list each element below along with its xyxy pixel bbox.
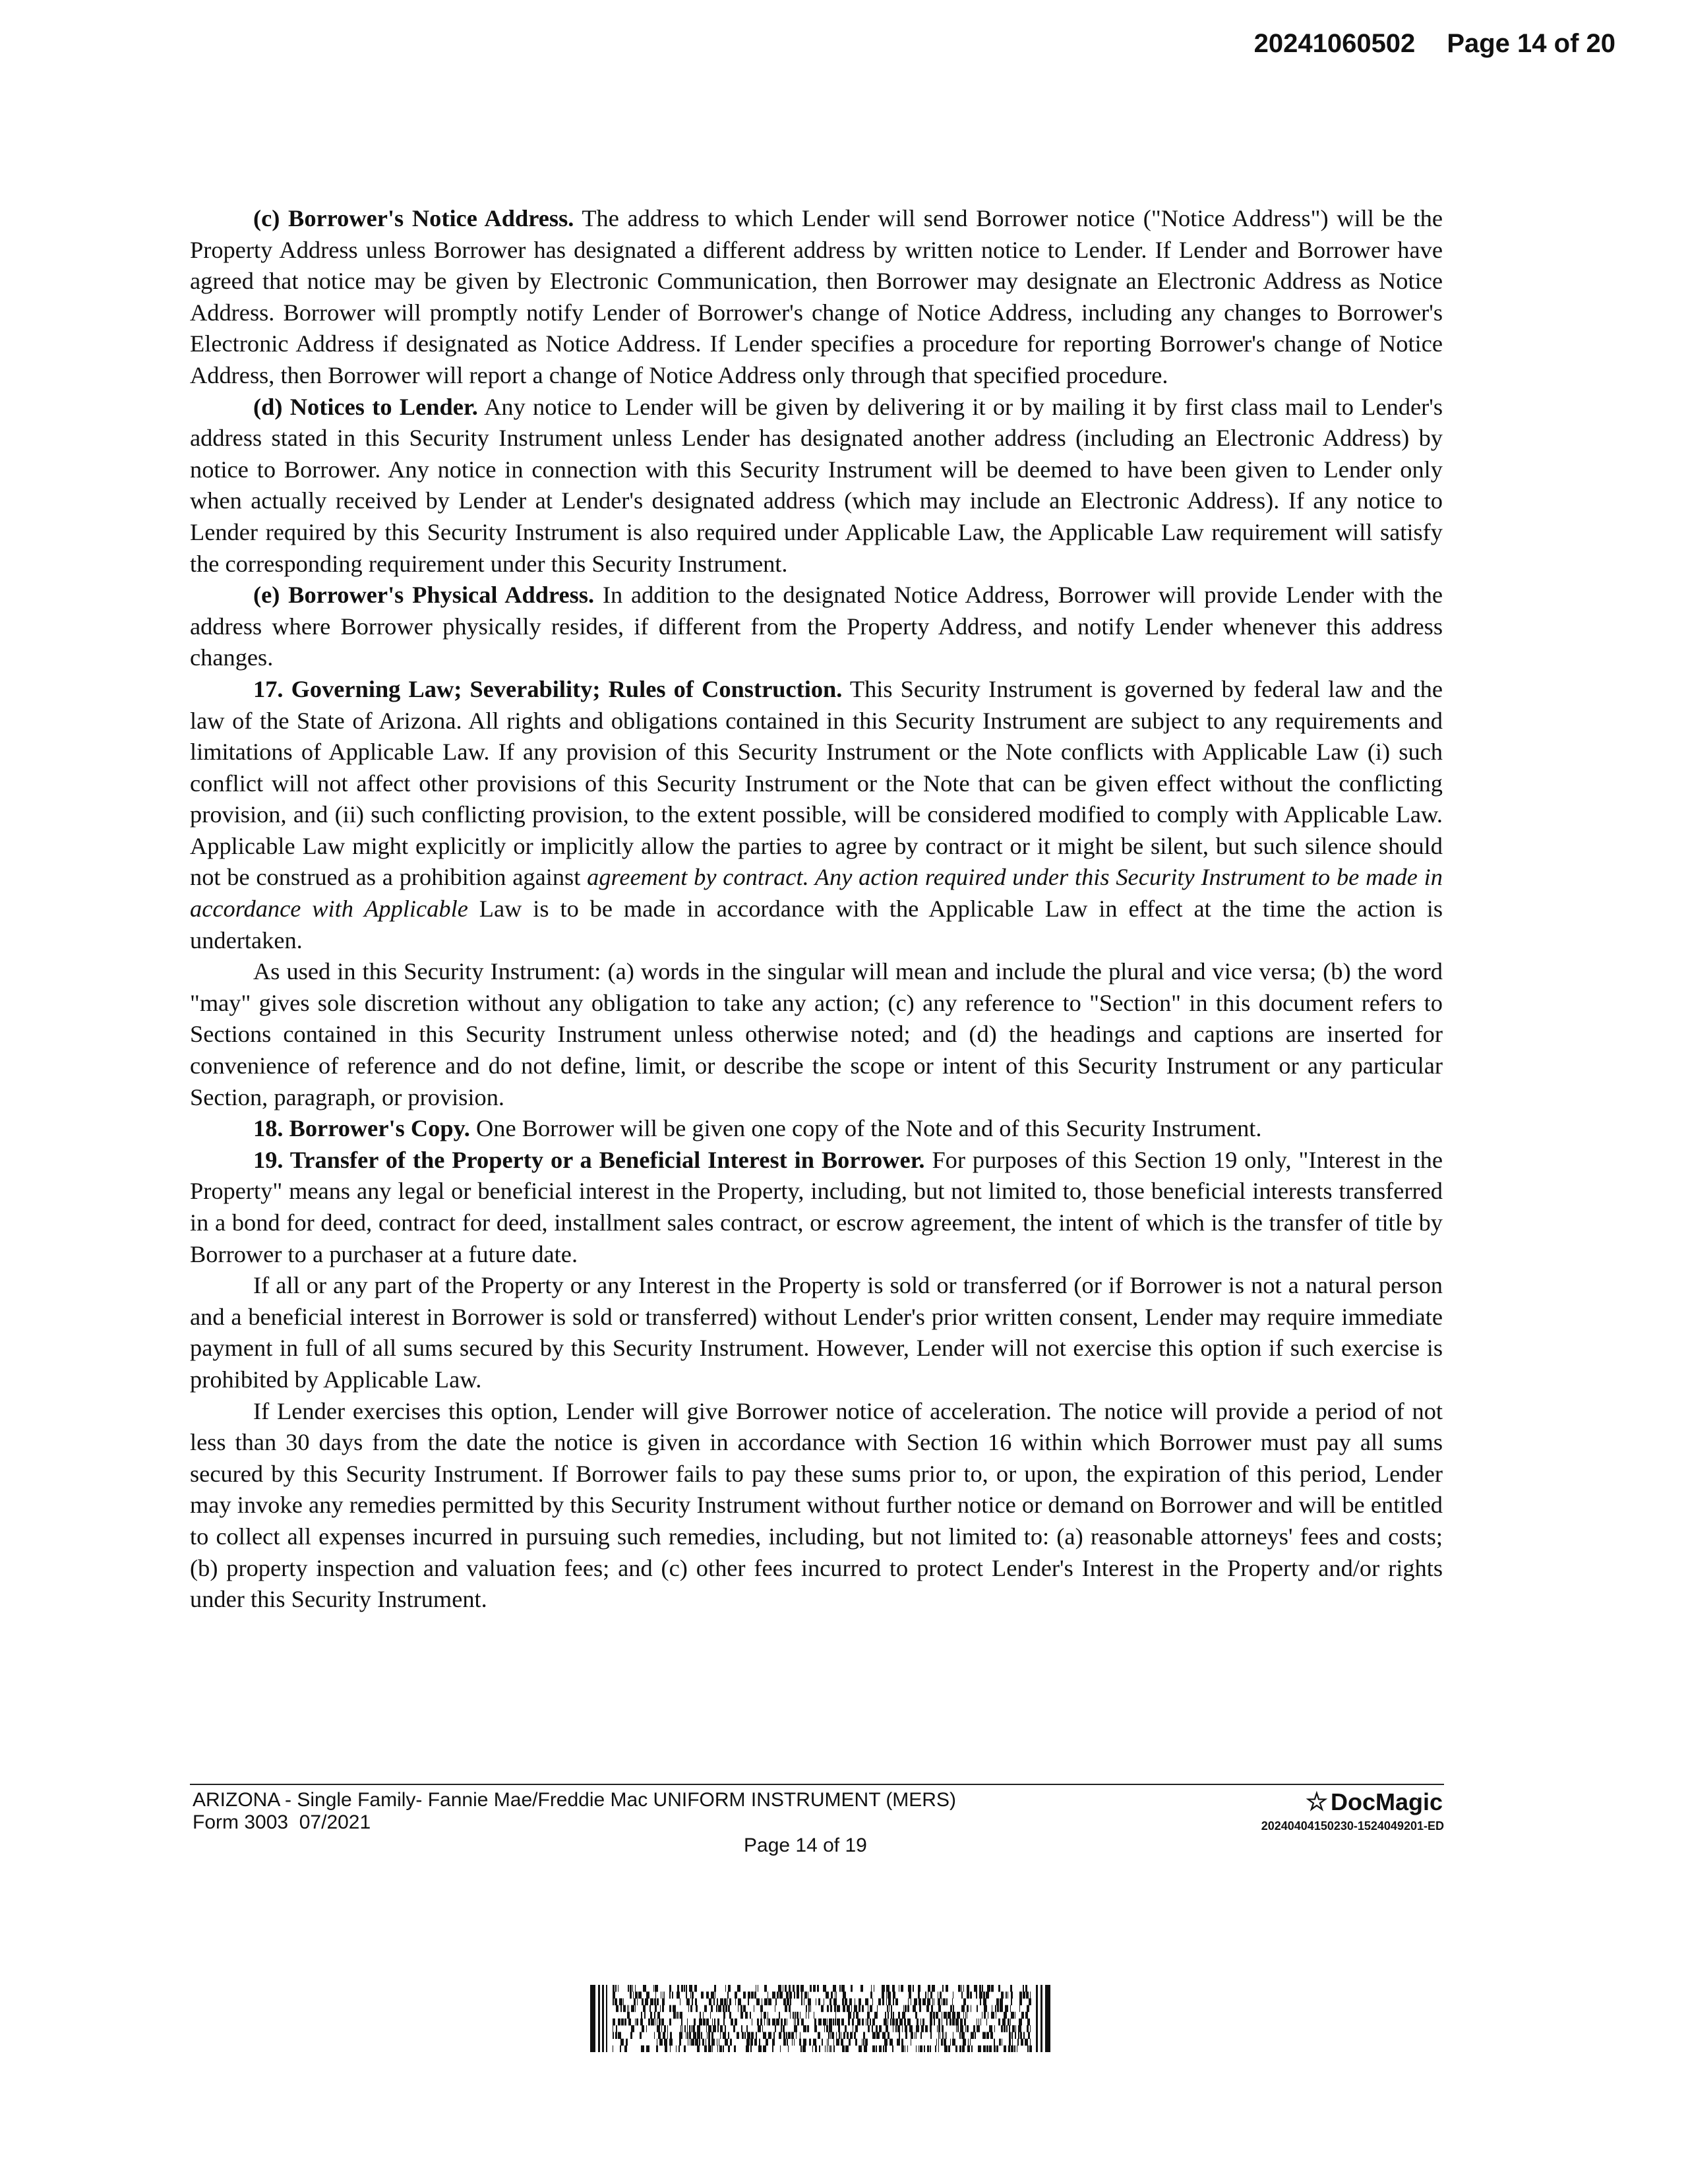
paragraph-e-label: (e) <box>253 582 280 609</box>
paragraph-d-text: Any notice to Lender will be given by delivering it or by mailing it by first class mail to Lender's address stated in this Security Instrument unless Lender has designated another address (including an Electronic Address) by notice to Borrower. Any notice in connection with this Security Instrument will be deemed to have been given to Lender only when actually received by Lender at Lender's designated address (which may include an Electronic Address). If any notice to Lender required by this Security Instrument is also required under Applicable Law, the Applicable Law requirement will satisfy the corresponding requirement under this Security Instrument. <box>190 393 1443 577</box>
section-19-acceleration: If Lender exercises this option, Lender will give Borrower notice of acceleration. The notice will provide a period of not less than 30 days from the date the notice is given in accordance with Section 16 within which Borrower must pay all sums secured by this Security Instrument. If Borrower fails to pay these sums prior to, or upon, the expiration of this period, Lender may invoke any remedies permitted by this Security Instrument without further notice or demand on Borrower and will be entitled to collect all expenses incurred in pursuing such remedies, including, but not limited to: (a) reasonable attorneys' fees and costs; (b) property inspection and valuation fees; and (c) other fees incurred to protect Lender's Interest in the Property and/or rights under this Security Instrument. <box>190 1397 1443 1613</box>
section-19-text: For purposes of this Section 19 only, "Interest in the Property" means any legal or beneficial interest in the Property, including, but not limited to, those beneficial interests transferred in a bond for deed, contract for deed, installment sales contract, or escrow agreement, the intent of which is the transfer of title by Borrower to a purchaser at a future date. <box>190 1146 1443 1267</box>
paragraph-d-heading: Notices to Lender. <box>289 393 478 420</box>
section-18-text: One Borrower will be given one copy of the Note and of this Security Instrument. <box>475 1115 1262 1142</box>
footer-form-number: Form 3003 07/2021 <box>193 1811 371 1833</box>
document-body <box>190 203 1443 1616</box>
section-18-heading: 18. Borrower's Copy. <box>253 1115 470 1142</box>
paragraph-c-heading: Borrower's Notice Address. <box>288 205 574 231</box>
section-17-italic: agreement by contract. Any action required under this Security Instrument to be made in accordance with Applicable <box>190 864 1443 923</box>
star-icon: ☆ <box>1305 1788 1328 1816</box>
document-id: 20240404150230-1524049201-ED <box>1261 1819 1444 1833</box>
section-17-text: This Security Instrument is governed by federal law and the law of the State of Arizona. All rights and obligations contained in this Security Instrument are subject to any requirements and limitations of Applicable Law. If any provision of this Security Instrument or the Note conflicts with Applicable Law (i) such conflict will not affect other provisions of this Security Instrument or the Note that can be given effect without the conflicting provision, and (ii) such conflicting provision, to the extent possible, will be considered modified to comply with Applicable Law. Applicable Law might explicitly or implicitly allow the parties to agree by contract or it might be silent, but such silence should not be construed as a prohibition against <box>190 675 1443 891</box>
footer-page-number: Page 14 of 19 <box>744 1835 867 1856</box>
paragraph-d <box>190 392 1443 580</box>
footer-form-title: ARIZONA - Single Family- Fannie Mae/Freddie Mac UNIFORM INSTRUMENT (MERS) <box>193 1789 956 1811</box>
section-17 <box>190 674 1443 956</box>
section-17-construction: As used in this Security Instrument: (a) words in the singular will mean and include the plural and vice versa; (b) the word "may" gives sole discretion without any obligation to take any action; (c) any reference to "Section" in this document refers to Sections contained in this Security Instrument unless otherwise noted; and (d) the headings and captions are inserted for convenience of reference and do not define, limit, or describe the scope or intent of this Security Instrument or any particular Section, paragraph, or provision. <box>190 958 1443 1110</box>
section-17-heading: 17. Governing Law; Severability; Rules of Construction. <box>253 675 843 702</box>
section-19-heading: 19. Transfer of the Property or a Beneficial Interest in Borrower. <box>253 1146 925 1173</box>
paragraph-c <box>190 203 1443 392</box>
section-18 <box>190 1113 1443 1145</box>
footer-divider <box>190 1784 1444 1785</box>
brand-name: DocMagic <box>1330 1788 1443 1815</box>
paragraph-d-label: (d) <box>253 393 283 420</box>
paragraph-c-text: The address to which Lender will send Borrower notice ("Notice Address") will be the Property Address unless Borrower has designated a different address by written notice to Lender. If Lender and Borrower have agreed that notice may be given by Electronic Communication, then Borrower may designate an Electronic Address as Notice Address. Borrower will promptly notify Lender of Borrower's change of Notice Address, including any changes to Borrower's Electronic Address if designated as Notice Address. If Lender specifies a procedure for reporting Borrower's change of Notice Address, then Borrower will report a change of Notice Address only through that specified procedure. <box>190 205 1443 388</box>
barcode-icon <box>590 1985 1053 2052</box>
footer-form-info <box>193 1789 956 1834</box>
paragraph-c-label: (c) <box>253 205 280 231</box>
paragraph-e <box>190 580 1443 674</box>
recording-number: 20241060502 <box>1253 29 1416 58</box>
section-19 <box>190 1145 1443 1270</box>
paragraph-e-text: In addition to the designated Notice Address, Borrower will provide Lender with the address where Borrower physically resides, if different from the Property Address, and notify Lender whenever this address changes. <box>190 582 1443 671</box>
header-page-label: Page 14 of 20 <box>1447 29 1615 58</box>
paragraph-e-heading: Borrower's Physical Address. <box>288 582 595 609</box>
recording-header <box>1254 29 1615 59</box>
section-17-tail: Law is to be made in accordance with the Applicable Law in effect at the time the action is undertaken. <box>190 895 1443 954</box>
docmagic-logo <box>1306 1787 1443 1817</box>
section-19-transfer: If all or any part of the Property or any Interest in the Property is sold or transferred (or if Borrower is not a natural person and a beneficial interest in Borrower is sold or transferred) without Lender's prior written consent, Lender may require immediate payment in full of all sums secured by this Security Instrument. However, Lender will not exercise this option if such exercise is prohibited by Applicable Law. <box>190 1272 1443 1393</box>
